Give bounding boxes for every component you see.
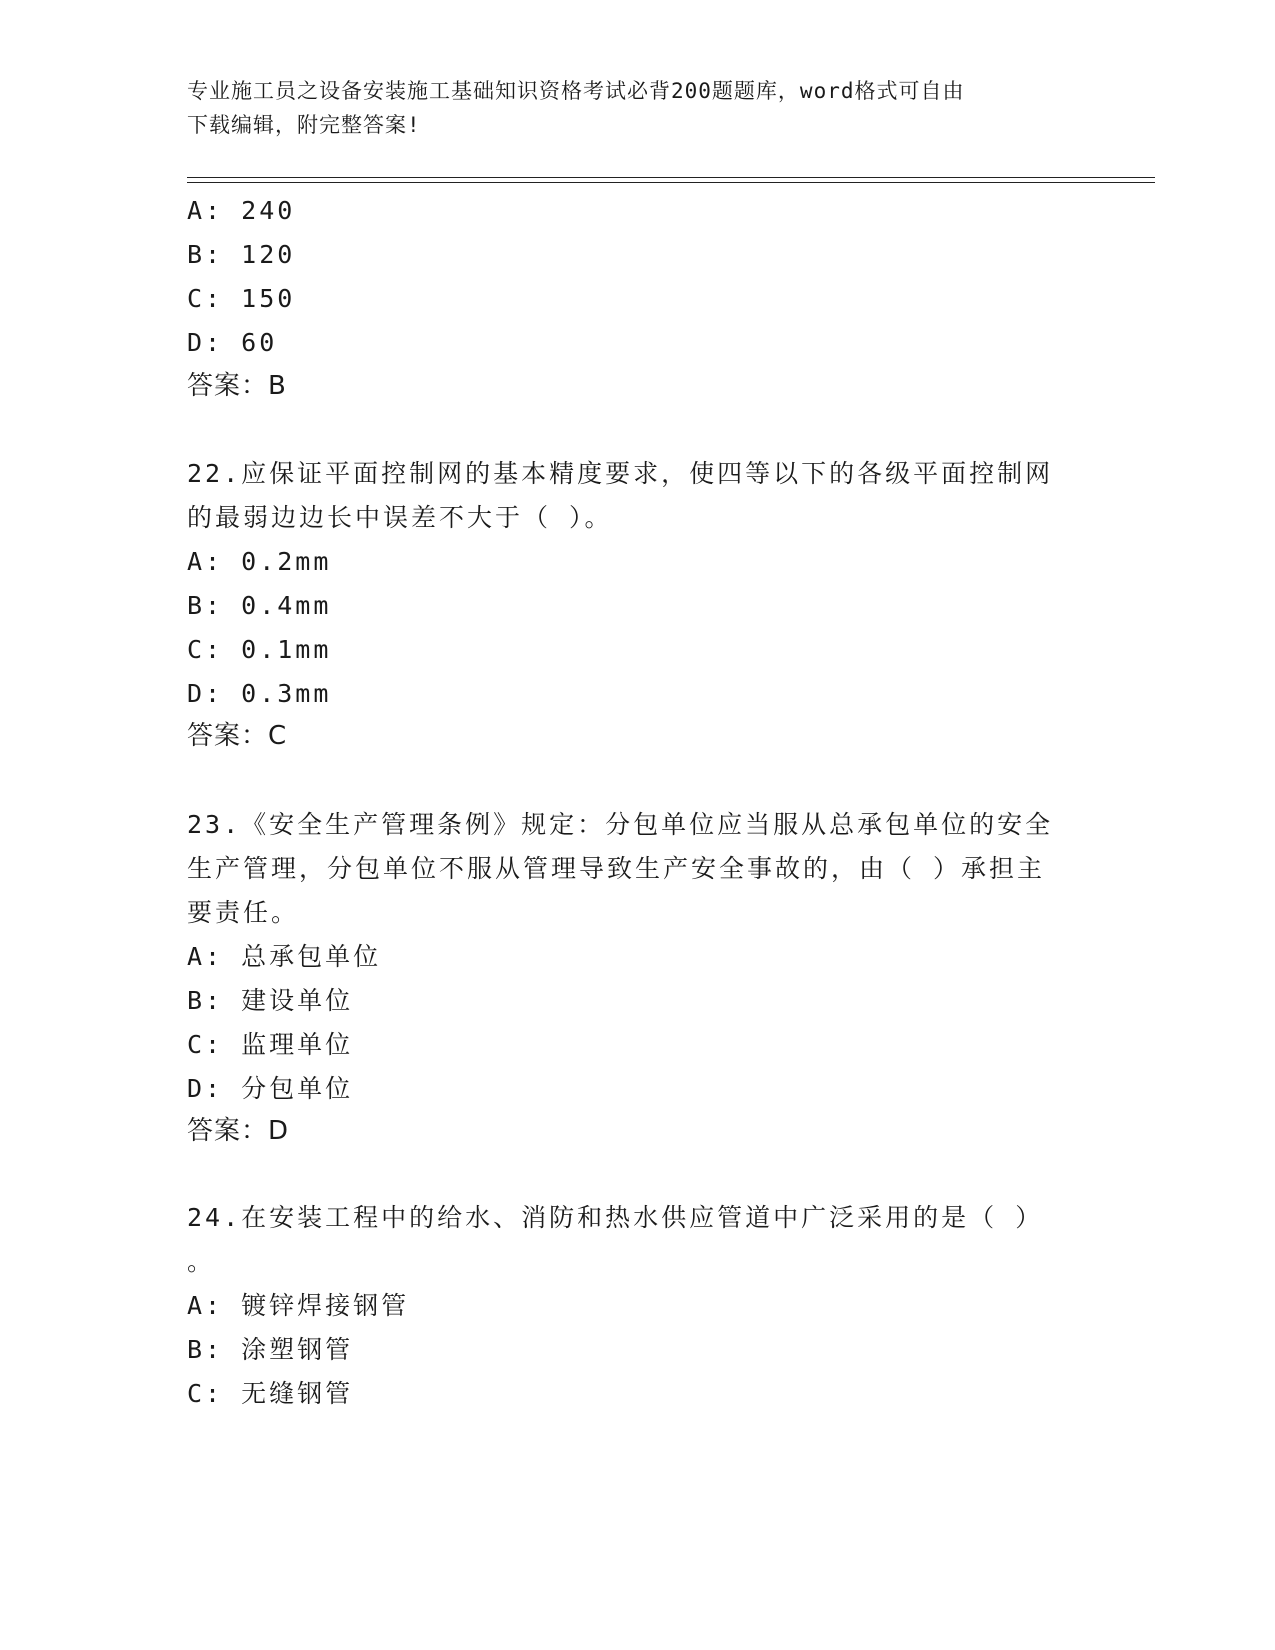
q23-stem-line-1: 23.《安全生产管理条例》规定：分包单位应当服从总承包单位的安全 — [187, 810, 1054, 839]
q24-option-a: A: 镀锌焊接钢管 — [187, 1291, 410, 1320]
q23-answer: 答案：D — [187, 1116, 290, 1146]
q24-stem-line-1: 24.在安装工程中的给水、消防和热水供应管道中广泛采用的是（ ） — [187, 1203, 1044, 1232]
q23-option-d: D: 分包单位 — [187, 1074, 354, 1103]
q24-stem-line-2: 。 — [187, 1247, 216, 1276]
q22-option-c: C: 0.1mm — [187, 635, 332, 664]
q22-option-a: A: 0.2mm — [187, 547, 332, 576]
q23-option-a: A: 总承包单位 — [187, 942, 382, 971]
header-line-1: 专业施工员之设备安装施工基础知识资格考试必背200题题库，word格式可自由 — [187, 79, 965, 103]
header-line-2: 下载编辑，附完整答案! — [187, 113, 421, 137]
q21-option-d: D: 60 — [187, 328, 278, 357]
q22-option-d: D: 0.3mm — [187, 679, 332, 708]
q21-answer: 答案：B — [187, 371, 287, 401]
q23-stem-line-2: 生产管理，分包单位不服从管理导致生产安全事故的，由（ ）承担主 — [187, 854, 1046, 883]
q24-option-c: C: 无缝钢管 — [187, 1379, 354, 1408]
q23-stem-line-3: 要责任。 — [187, 898, 300, 927]
q22-answer: 答案：C — [187, 721, 288, 751]
q24-option-b: B: 涂塑钢管 — [187, 1335, 354, 1364]
q22-stem-line-1: 22.应保证平面控制网的基本精度要求，使四等以下的各级平面控制网 — [187, 459, 1054, 488]
header-rule-bottom — [187, 182, 1155, 183]
header-rule-top — [187, 177, 1155, 178]
q23-option-b: B: 建设单位 — [187, 986, 354, 1015]
q21-option-c: C: 150 — [187, 284, 296, 313]
document-header — [187, 74, 1087, 142]
q21-option-b: B: 120 — [187, 240, 296, 269]
q22-stem-line-2: 的最弱边边长中误差不大于（ ）。 — [187, 503, 613, 532]
q23-option-c: C: 监理单位 — [187, 1030, 354, 1059]
q22-option-b: B: 0.4mm — [187, 591, 332, 620]
q21-option-a: A: 240 — [187, 196, 296, 225]
